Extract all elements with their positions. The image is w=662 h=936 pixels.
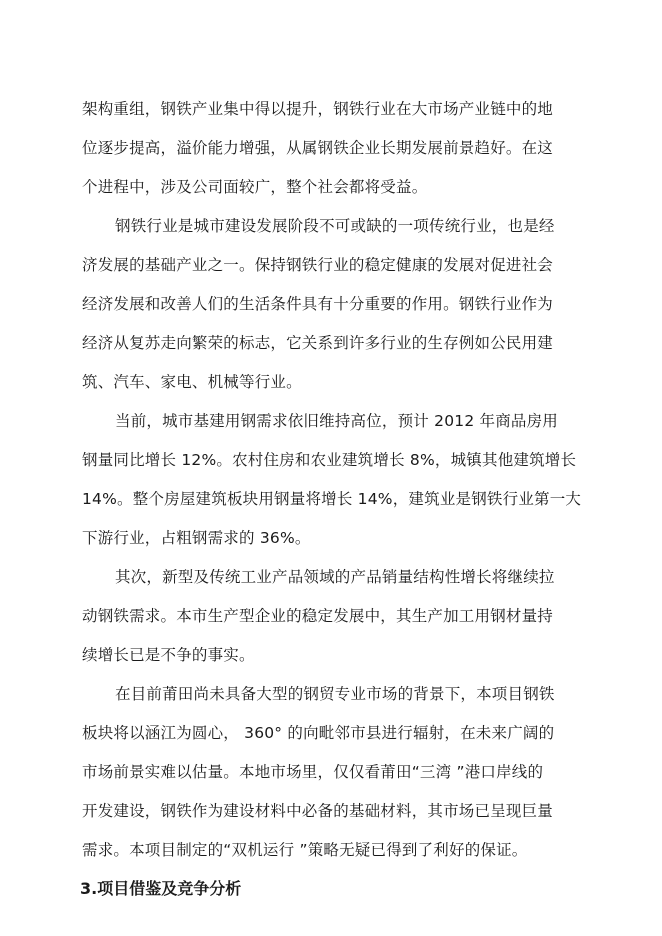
text-line: 当前，城市基建用钢需求依旧维持高位，预计 2012 年商品房用 <box>115 412 559 430</box>
text-line: 筑、汽车、家电、机械等行业。 <box>82 373 302 391</box>
text-line: 架构重组，钢铁产业集中得以提升，钢铁行业在大市场产业链中的地 <box>82 100 554 118</box>
text-line: 济发展的基础产业之一。保持钢铁行业的稳定健康的发展对促进社会 <box>82 256 554 274</box>
text-line: 14%。整个房屋建筑板块用钢量将增长 14%，建筑业是钢铁行业第一大 <box>82 490 582 508</box>
section-heading: 3.项目借鉴及竞争分析 <box>80 879 242 898</box>
text-line: 其次，新型及传统工业产品领域的产品销量结构性增长将继续拉 <box>115 568 555 586</box>
text-line: 市场前景实难以估量。本地市场里，仅仅看莆田“三湾 ”港口岸线的 <box>82 763 544 781</box>
text-line: 经济发展和改善人们的生活条件具有十分重要的作用。钢铁行业作为 <box>82 295 554 313</box>
text-line: 续增长已是不争的事实。 <box>82 646 255 664</box>
text-line: 钢量同比增长 12%。农村住房和农业建筑增长 8%，城镇其他建筑增长 <box>82 451 577 469</box>
text-line: 钢铁行业是城市建设发展阶段不可或缺的一项传统行业，也是经 <box>115 217 555 235</box>
text-line: 个进程中，涉及公司面较广，整个社会都将受益。 <box>82 178 428 196</box>
text-line: 开发建设，钢铁作为建设材料中必备的基础材料，其市场已呈现巨量 <box>82 802 554 820</box>
text-line: 下游行业，占粗钢需求的 36%。 <box>82 529 311 547</box>
text-line: 需求。本项目制定的“双机运行 ”策略无疑已得到了利好的保证。 <box>82 841 528 859</box>
text-line: 经济从复苏走向繁荣的标志，它关系到许多行业的生存例如公民用建 <box>82 334 554 352</box>
text-line: 在目前莆田尚未具备大型的钢贸专业市场的背景下，本项目钢铁 <box>115 685 555 703</box>
text-line: 板块将以涵江为圆心， 360° 的向毗邻市县进行辐射，在未来广阔的 <box>82 724 555 742</box>
text-line: 位逐步提高，溢价能力增强，从属钢铁企业长期发展前景趋好。在这 <box>82 139 554 157</box>
text-line: 动钢铁需求。本市生产型企业的稳定发展中，其生产加工用钢材量持 <box>82 607 554 625</box>
